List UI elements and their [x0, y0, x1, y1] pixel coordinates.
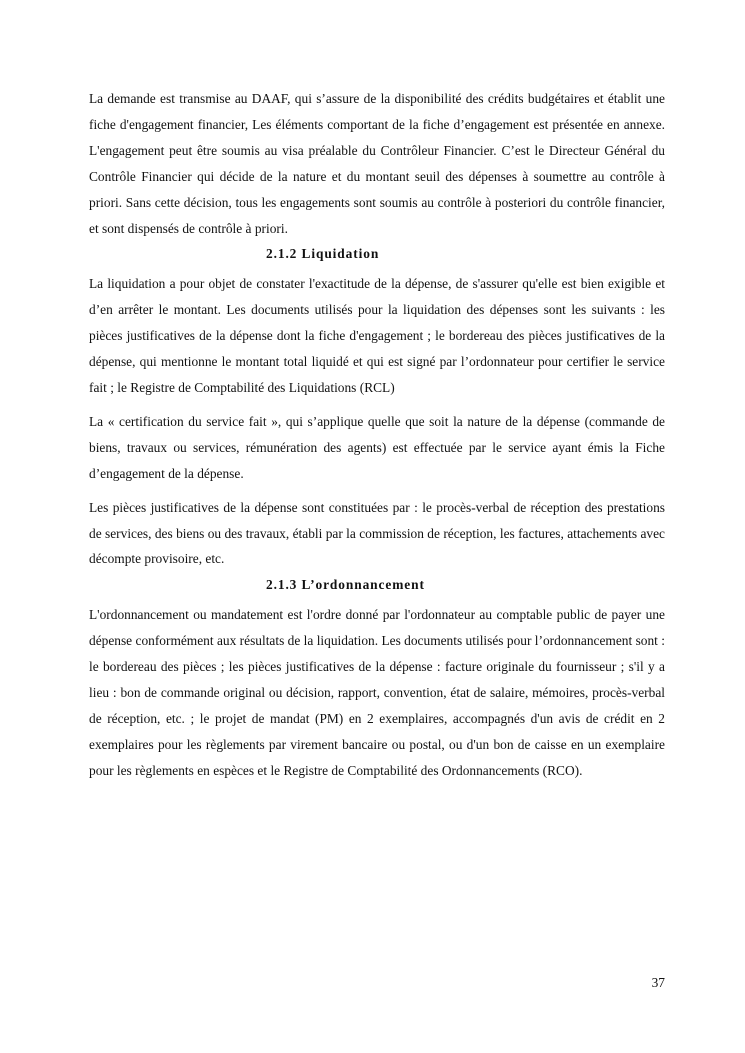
page-number: 37 [651, 975, 665, 990]
paragraph-pieces-justificatives: Les pièces justificatives de la dépense sont constituées par : le procès-verbal de réception des prestations de services, des biens ou des travaux, établi par la commission de réception, les factures, attachements avec décompte provisoire, etc. [89, 499, 665, 567]
document-body [89, 86, 665, 784]
paragraph-certification: La « certification du service fait », qui s’applique quelle que soit la nature de la dépense (commande de biens, travaux ou services, rémunération des agents) est effectuée par le service ayant émis la Fiche d’engagement de la dépense. [89, 413, 665, 481]
section-heading-ordonnancement: 2.1.3 L’ordonnancement [266, 577, 425, 593]
paragraph-liquidation: La liquidation a pour objet de constater l'exactitude de la dépense, de s'assurer qu'elle est bien exigible et d’en arrêter le montant. Les documents utilisés pour la liquidation des dépenses sont les suivants : les pièces justificatives de la dépense dont la fiche d'engagement ; le bordereau des pièces justificatives de la dépense, qui mentionne le montant total liquidé et qui est signé par l’ordonnateur pour certifier le service fait ; le Registre de Comptabilité des Liquidations (RCL) [89, 276, 665, 395]
section-heading-liquidation: 2.1.2 Liquidation [266, 246, 380, 262]
paragraph-ordonnancement: L'ordonnancement ou mandatement est l'ordre donné par l'ordonnateur au comptable public de payer une dépense conformément aux résultats de la liquidation. Les documents utilisés pour l’ordonnancement sont : le bordereau des pièces ; les pièces justificatives de la dépense : facture originale du fournisseur ; s'il y a lieu : bon de commande original ou décision, rapport, convention, état de salaire, mémoires, procès-verbal de réception, etc. ; le projet de mandat (PM) en 2 exemplaires, accompagnés d'un avis de crédit en 2 exemplaires pour les règlements par virement bancaire ou postal, ou d'un bon de caisse en un exemplaire pour les règlements en espèces et le Registre de Comptabilité des Ordonnancements (RCO). [89, 607, 665, 778]
paragraph-engagement: La demande est transmise au DAAF, qui s’assure de la disponibilité des crédits budgétaires et établit une fiche d'engagement financier, Les éléments comportant de la fiche d’engagement est présentée en annexe. L'engagement peut être soumis au visa préalable du Contrôleur Financier. C’est le Directeur Général du Contrôle Financier qui décide de la nature et du montant seuil des dépenses à soumettre au contrôle à priori. Sans cette décision, tous les engagements sont soumis au contrôle à posteriori du contrôle financier, et sont dispensés de contrôle à priori. [89, 91, 665, 236]
